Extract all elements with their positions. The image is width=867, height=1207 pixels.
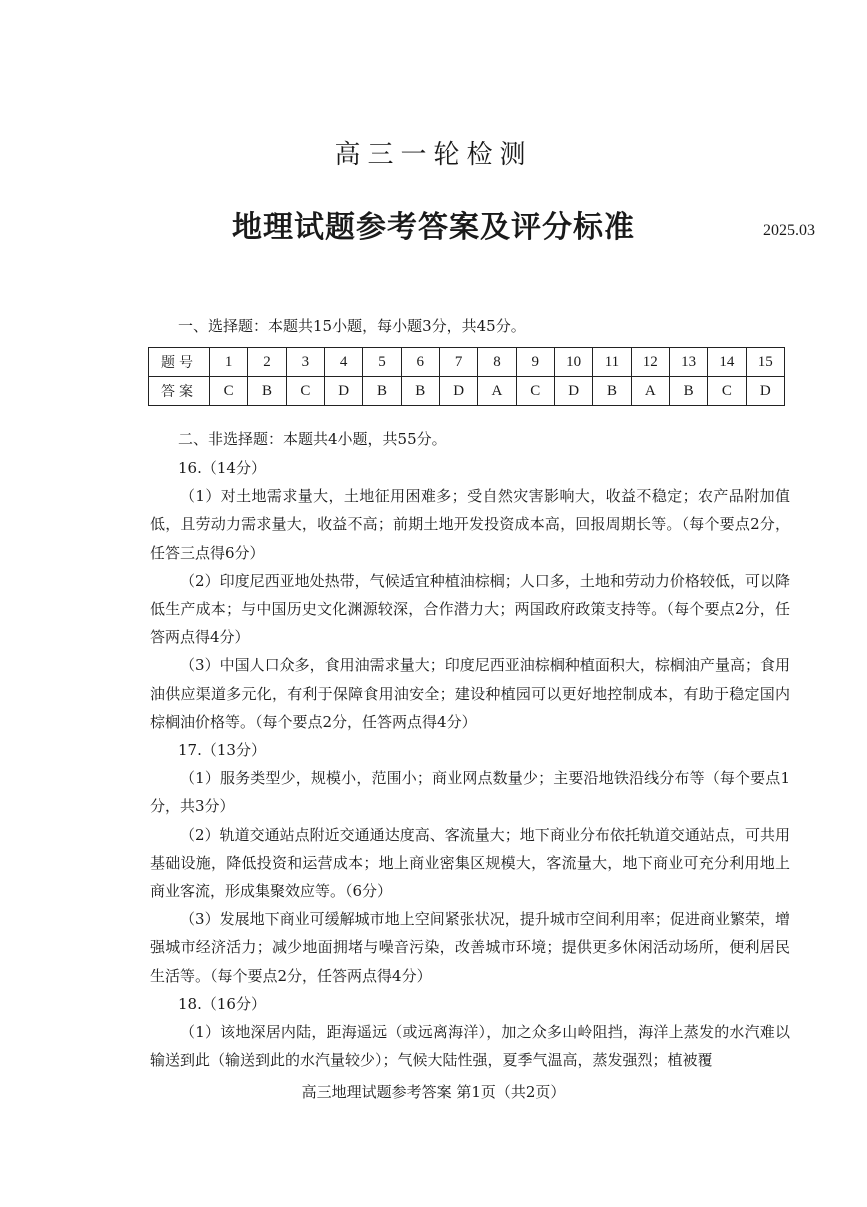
page-footer: 高三地理试题参考答案 第1页（共2页） — [301, 1083, 566, 1101]
answer-cell: D — [554, 377, 592, 406]
page-title: 地理试题参考答案及评分标准 — [232, 210, 635, 245]
question-number-cell: 4 — [324, 348, 362, 377]
question-number-cell: 12 — [631, 348, 669, 377]
question-17-answer-1: （1）服务类型少，规模小，范围小；商业网点数量少；主要沿地铁沿线分布等（每个要点1分，共3分） — [150, 769, 790, 816]
question-number-cell: 8 — [478, 348, 516, 377]
answer-cell: B — [248, 377, 286, 406]
answer-cell: C — [286, 377, 324, 406]
answer-cell: B — [401, 377, 439, 406]
answer-cell: D — [439, 377, 477, 406]
question-number-cell: 10 — [554, 348, 592, 377]
question-number-cell: 3 — [286, 348, 324, 377]
answer-cell: B — [669, 377, 707, 406]
question-number-cell: 11 — [593, 348, 631, 377]
question-number-cell: 9 — [516, 348, 554, 377]
exam-header-title: 高三一轮检测 — [334, 140, 533, 170]
question-number-cell: 15 — [746, 348, 784, 377]
row-label-answer: 答案 — [149, 377, 210, 406]
section2-heading: 二、非选择题：本题共4小题，共55分。 — [178, 430, 447, 448]
answer-cell: B — [593, 377, 631, 406]
answer-table — [148, 347, 785, 406]
question-number-cell: 6 — [401, 348, 439, 377]
question-16-answer-1: （1）对土地需求量大，土地征用困难多；受自然灾害影响大，收益不稳定；农产品附加值低，且劳动力需求量大，收益不高；前期土地开发投资成本高，回报周期长等。（每个要点2分，任答三点得6分） — [150, 487, 790, 562]
answer-cell: A — [478, 377, 516, 406]
answer-cell: C — [708, 377, 746, 406]
answer-cell: D — [324, 377, 362, 406]
question-16-answer-3: （3）中国人口众多，食用油需求量大；印度尼西亚油棕榈种植面积大，棕榈油产量高；食用油供应渠道多元化，有利于保障食用油安全；建设种植园可以更好地控制成本，有助于稳定国内棕榈油价格等。（每个要点2分，任答两点得4分） — [150, 656, 790, 731]
answer-cell: D — [746, 377, 784, 406]
answer-cell: C — [210, 377, 248, 406]
question-16-answer-2: （2）印度尼西亚地处热带，气候适宜种植油棕榈；人口多，土地和劳动力价格较低，可以降低生产成本；与中国历史文化渊源较深，合作潜力大；两国政府政策支持等。（每个要点2分，任答两点得4分） — [150, 571, 790, 647]
answer-row — [149, 377, 785, 406]
answer-cell: C — [516, 377, 554, 406]
question-number-row — [149, 348, 785, 377]
question-17-answer-3: （3）发展地下商业可缓解城市地上空间紧张状况，提升城市空间利用率；促进商业繁荣，增强城市经济活力；减少地面拥堵与噪音污染，改善城市环境；提供更多休闲活动场所，便利居民生活等。（每个要点2分，任答两点得4分） — [150, 910, 790, 985]
question-number-cell: 2 — [248, 348, 286, 377]
question-number-cell: 13 — [669, 348, 707, 377]
answer-cell: A — [631, 377, 669, 406]
row-label-question-number: 题号 — [149, 348, 210, 377]
question-number-cell: 14 — [708, 348, 746, 377]
question-16-label: 16.（14分） — [178, 459, 266, 477]
exam-date: 2025.03 — [763, 222, 815, 239]
question-18-label: 18.（16分） — [178, 994, 266, 1013]
question-number-cell: 1 — [210, 348, 248, 377]
question-number-cell: 7 — [439, 348, 477, 377]
section1-heading: 一、选择题：本题共15小题，每小题3分，共45分。 — [178, 317, 526, 335]
question-number-cell: 5 — [363, 348, 401, 377]
answer-cell: B — [363, 377, 401, 406]
question-17-label: 17.（13分） — [178, 741, 266, 760]
question-18-answer-1: （1）该地深居内陆，距海遥远（或远离海洋），加之众多山岭阻挡，海洋上蒸发的水汽难以输送到此（输送到此的水汽量较少）；气候大陆性强，夏季气温高，蒸发强烈；植被覆 — [150, 1023, 790, 1070]
answers-body — [150, 454, 790, 1074]
question-17-answer-2: （2）轨道交通站点附近交通通达度高、客流量大；地下商业分布依托轨道交通站点，可共用基础设施，降低投资和运营成本；地上商业密集区规模大，客流量大，地下商业可充分利用地上商业客流，形成集聚效应等。（6分） — [150, 825, 790, 901]
